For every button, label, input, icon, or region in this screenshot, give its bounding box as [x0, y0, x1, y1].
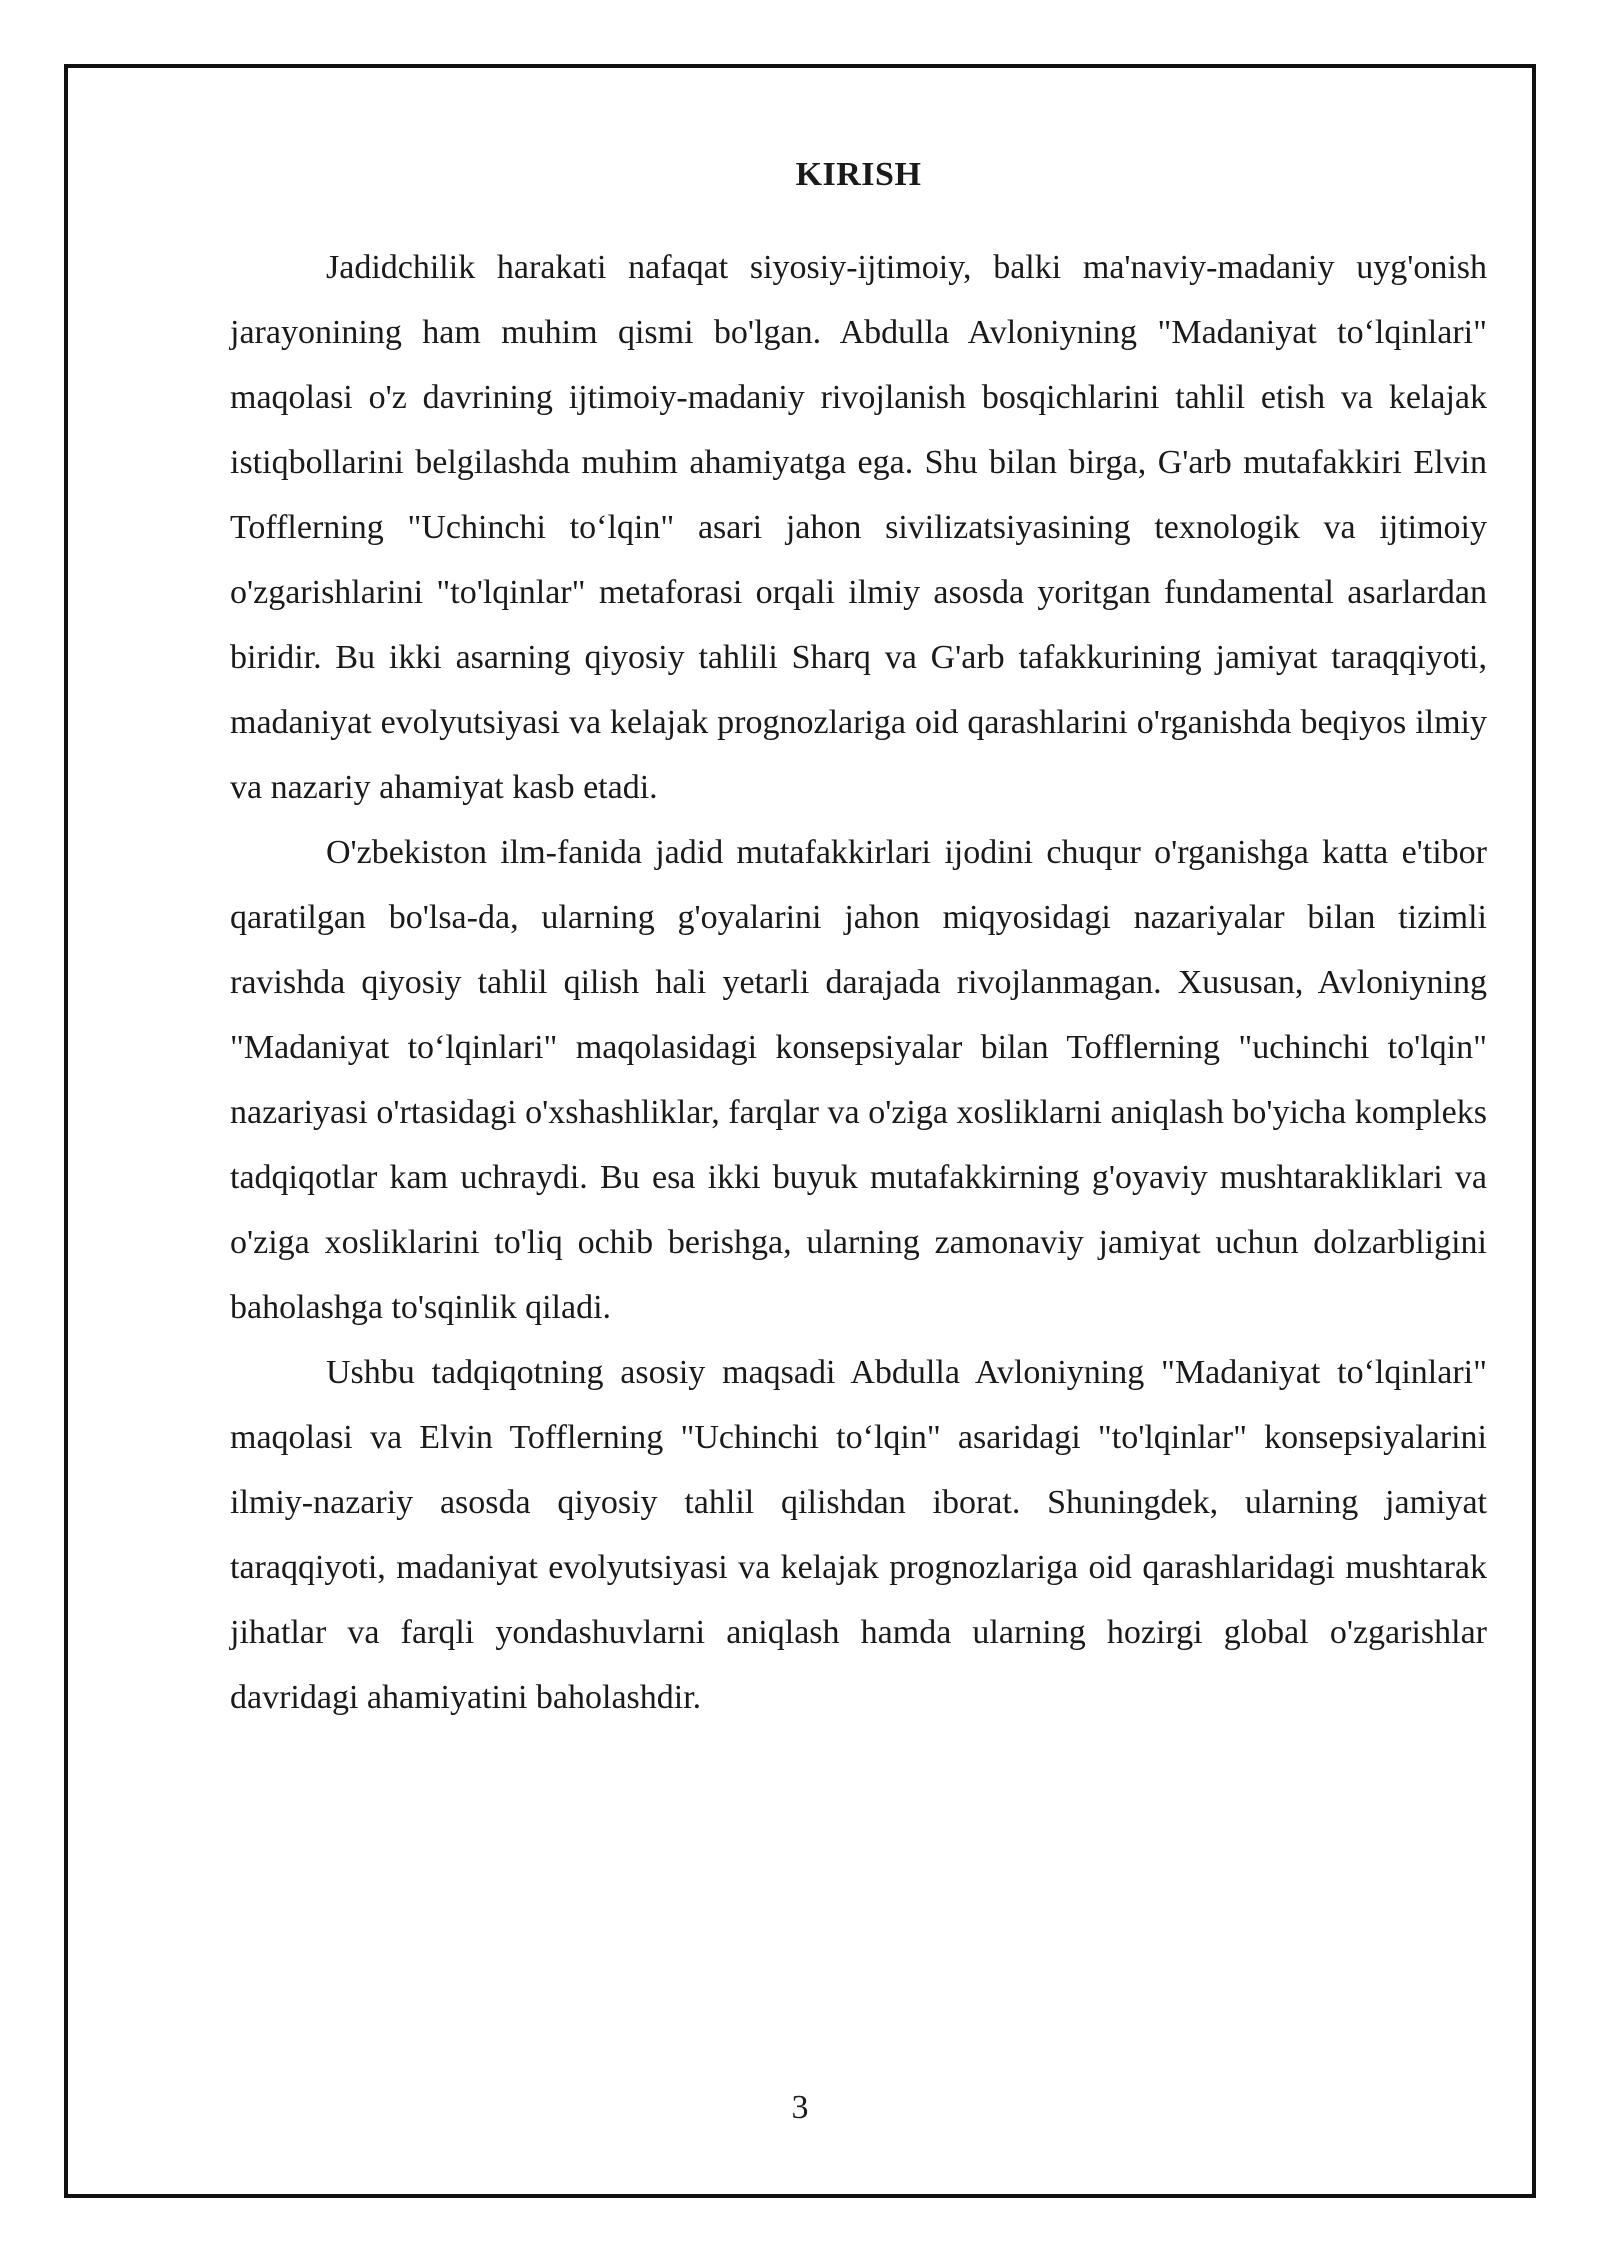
page-content [230, 145, 1487, 1730]
paragraph-2: O'zbekiston ilm-fanida jadid mutafakkirlari ijodini chuqur o'rganishga katta e'tibor qaratilgan bo'lsa-da, ularning g'oyalarini jahon miqyosidagi nazariyalar bilan tizimli ravishda qiyosiy tahlil qilish hali yetarli darajada rivojlanmagan. Xususan, Avloniyning "Madaniyat to‘lqinlari" maqolasidagi konsepsiyalar bilan Tofflerning "uchinchi to'lqin" nazariyasi o'rtasidagi o'xshashliklar, farqlar va o'ziga xosliklarni aniqlash bo'yicha kompleks tadqiqotlar kam uchraydi. Bu esa ikki buyuk mutafakkirning g'oyaviy mushtarakliklari va o'ziga xosliklarini to'liq ochib berishga, ularning zamonaviy jamiyat uchun dolzarbligini baholashga to'sqinlik qiladi. [230, 834, 1487, 1326]
page-number: 3 [791, 2089, 809, 2126]
paragraph-3: Ushbu tadqiqotning asosiy maqsadi Abdulla Avloniyning "Madaniyat to‘lqinlari" maqolasi va Elvin Tofflerning "Uchinchi to‘lqin" asaridagi "to'lqinlar" konsepsiyalarini ilmiy-nazariy asosda qiyosiy tahlil qilishdan iborat. Shuningdek, ularning jamiyat taraqqiyoti, madaniyat evolyutsiyasi va kelajak prognozlariga oid qarashlaridagi mushtarak jihatlar va farqli yondashuvlarni aniqlash hamda ularning hozirgi global o'zgarishlar davridagi ahamiyatini baholashdir. [230, 1354, 1487, 1716]
section-title: KIRISH [795, 156, 922, 193]
paragraph-1: Jadidchilik harakati nafaqat siyosiy-ijtimoiy, balki ma'naviy-madaniy uyg'onish jarayonining ham muhim qismi bo'lgan. Abdulla Avloniyning "Madaniyat to‘lqinlari" maqolasi o'z davrining ijtimoiy-madaniy rivojlanish bosqichlarini tahlil etish va kelajak istiqbollarini belgilashda muhim ahamiyatga ega. Shu bilan birga, G'arb mutafakkiri Elvin Tofflerning "Uchinchi to‘lqin" asari jahon sivilizatsiyasining texnologik va ijtimoiy o'zgarishlarini "to'lqinlar" metaforasi orqali ilmiy asosda yoritgan fundamental asarlardan biridir. Bu ikki asarning qiyosiy tahlili Sharq va G'arb tafakkurining jamiyat taraqqiyoti, madaniyat evolyutsiyasi va kelajak prognozlariga oid qarashlarini o'rganishda beqiyos ilmiy va nazariy ahamiyat kasb etadi. [230, 249, 1487, 806]
